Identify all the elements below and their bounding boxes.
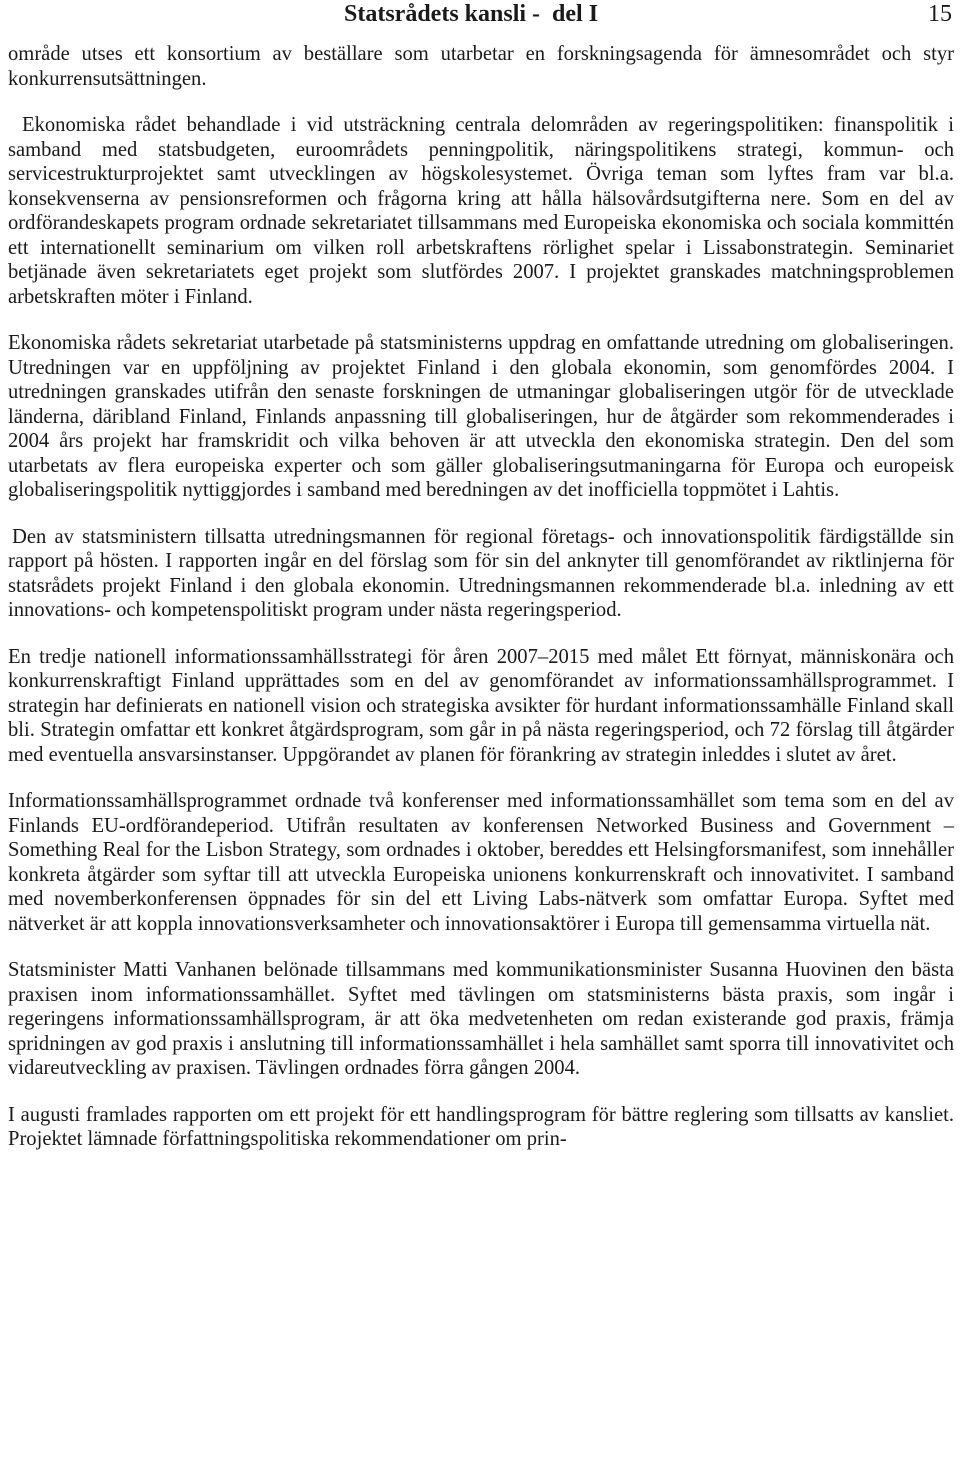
paragraph-continuation: område utses ett konsortium av beställare som utarbetar en forskningsagenda för ämnesområdet och styr konkurrensutsättningen. [8,43,954,90]
page-header [0,0,960,40]
paragraph-conferences: Informationssamhällsprogrammet ordnade två konferenser med informationssamhället som tema som en del av Finlands EU-ordförandeperiod. Utifrån resultaten av konferensen Networked Business and Government – Something Real for the Lisbon Strategy, som ordnades i oktober, bereddes ett Helsingforsmanifest, som innehåller konkreta åtgärder som syftar till att utveckla Europeiska unionens konkurrenskraft och innovativitet. I samband med novemberkonferensen öppnades för sin del ett Living Labs-nätverk som omfattar Europa. Syftet med nätverket är att koppla innovationsverksamheter och innovationsaktörer i Europa till gemensamma virtuella nät. [8,790,954,935]
paragraph-economic-council: Ekonomiska rådet behandlade i vid utsträckning centrala delområden av regeringspolitiken: finanspolitik i samband med statsbudgeten, euroområdets penningpolitik, näringspolitikens strategi, kommun- och servicestrukturprojektet samt utvecklingen av högskolesystemet. Övriga teman som lyftes fram var bl.a. konsekvenserna av pensionsreformen och frågorna kring att hålla hälsovårdsutgifterna nere. Som en del av ordförandeskapets program ordnade sekretariatet tillsammans med Europeiska ekonomiska och sociala kommittén ett internationellt seminarium om vilken roll arbetskraftens rörlighet spelar i Lissabonstrategin. Seminariet betjänade även sekretariatets eget projekt som slutfördes 2007. I projektet granskades matchningsproblemen arbetskraften möter i Finland. [8,114,954,308]
paragraph-globalisation-report: Ekonomiska rådets sekretariat utarbetade på statsministerns uppdrag en omfattande utredning om globaliseringen. Utredningen var en uppföljning av projektet Finland i den globala ekonomin, som genomfördes 2004. I utredningen granskades utifrån den senaste forskningen de utmaningar globaliseringen utgör för de utvecklade länderna, däribland Finland, Finlands anpassning till globaliseringen, hur de åtgärder som rekommenderades i 2004 års projekt har framskridit och vilka behoven är att utveckla den ekonomiska strategin. Den del som utarbetats av flera europeiska experter och som gäller globaliseringsutmaningarna för Europa och europeisk globaliseringspolitik nyttiggjordes i samband med beredningen av det inofficiella toppmötet i Lahtis. [8,332,954,501]
paragraph-regional-innovation: Den av statsministern tillsatta utredningsmannen för regional företags- och innovationspolitik färdigställde sin rapport på hösten. I rapporten ingår en del förslag som för sin del anknyter till genomförandet av riktlinjerna för statsrådets projekt Finland i den globala ekonomin. Utredningsmannen rekommenderade bl.a. inledning av ett innovations- och kompetenspolitiskt program under nästa regeringsperiod. [8,525,954,621]
page-number: 15 [928,1,952,27]
paragraph-information-society-strategy: En tredje nationell informationssamhällsstrategi för åren 2007–2015 med målet Ett förnyat, människonära och konkurrenskraftigt Finland upprättades som en del av genomförandet av informationssamhällsprogrammet. I strategin har definierats en nationell vision och strategiska avsikter för hurdant informationssamhälle Finland skall bli. Strategin omfattar ett konkret åtgärdsprogram, som går in på nästa regeringsperiod, och 72 förslag till åtgärder med eventuella ansvarsinstanser. Uppgörandet av planen för förankring av strategin inleddes i slutet av året. [8,645,954,766]
body-text [8,42,954,1174]
paragraph-better-regulation: I augusti framlades rapporten om ett projekt för ett handlingsprogram för bättre reglering som tillsatts av kansliet. Projektet lämnade författningspolitiska rekommendationer om prin- [8,1103,954,1150]
paragraph-best-practice-award: Statsminister Matti Vanhanen belönade tillsammans med kommunikationsminister Susanna Huovinen den bästa praxisen inom informationssamhället. Syftet med tävlingen om statsministerns bästa praxis, som ingår i regeringens informationssamhällsprogram, är att öka medvetenheten om redan existerande god praxis, främja spridningen av god praxis i anslutning till informationssamhället i hela samhället samt sporra till innovativitet och vidareutveckling av praxisen. Tävlingen ordnades förra gången 2004. [8,959,954,1079]
running-header-title: Statsrådets kansli - del I [344,1,599,27]
